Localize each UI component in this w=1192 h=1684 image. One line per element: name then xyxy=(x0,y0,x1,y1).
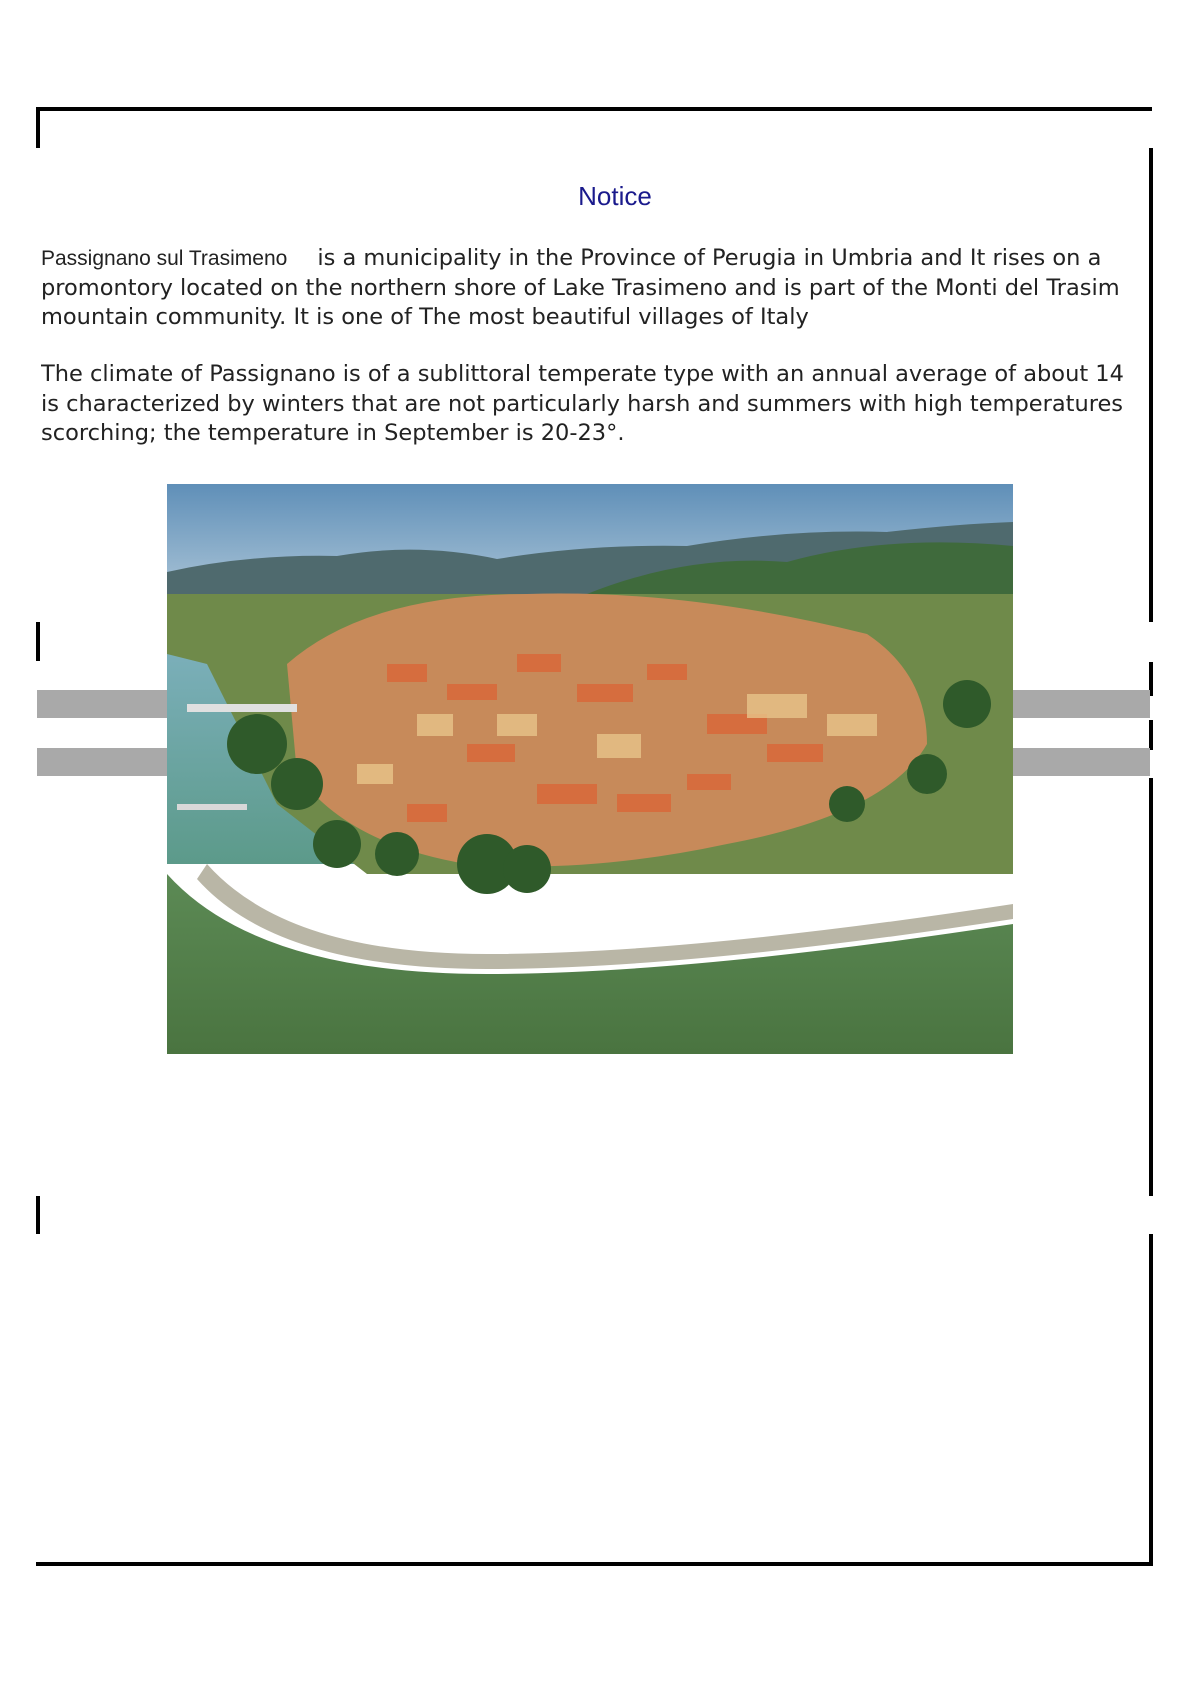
bottom-border-rule xyxy=(36,1562,1153,1566)
left-border-tick-1 xyxy=(36,622,40,661)
climate-line-2: is characterized by winters that are not particularly harsh and summers with high temperatures xyxy=(41,390,1124,417)
top-border-rule xyxy=(36,107,1152,111)
climate-paragraph xyxy=(41,360,1191,449)
climate-line-3: scorching; the temperature in September is 20-23°. xyxy=(41,420,625,446)
right-border-segment-5 xyxy=(1149,1234,1153,1565)
page-title: Notice xyxy=(578,181,652,211)
intro-line-1-text: is a municipality in the Province of Perugia in Umbria and It rises on a xyxy=(317,245,1102,271)
intro-line-3 xyxy=(41,303,1191,333)
right-border-segment-3 xyxy=(1149,720,1153,750)
place-name: Passignano sul Trasimeno xyxy=(41,247,288,270)
intro-paragraph xyxy=(41,244,1191,333)
climate-line-1: The climate of Passignano is of a sublittoral temperate type with an annual average of about 14 xyxy=(41,361,1124,387)
intro-line-3a: mountain community. xyxy=(41,304,287,330)
right-border-segment-4 xyxy=(1149,778,1153,1196)
left-border-tick-2 xyxy=(36,1196,40,1234)
intro-line-2: promontory located on the northern shore of Lake Trasimeno and is part of the Monti del Trasim xyxy=(41,274,1120,301)
town-aerial-photo xyxy=(167,484,1013,1054)
intro-line-3b: It is one of The most beautiful villages of Italy xyxy=(293,304,809,330)
intro-line-1 xyxy=(41,244,1191,274)
top-left-corner-rule xyxy=(36,107,40,148)
